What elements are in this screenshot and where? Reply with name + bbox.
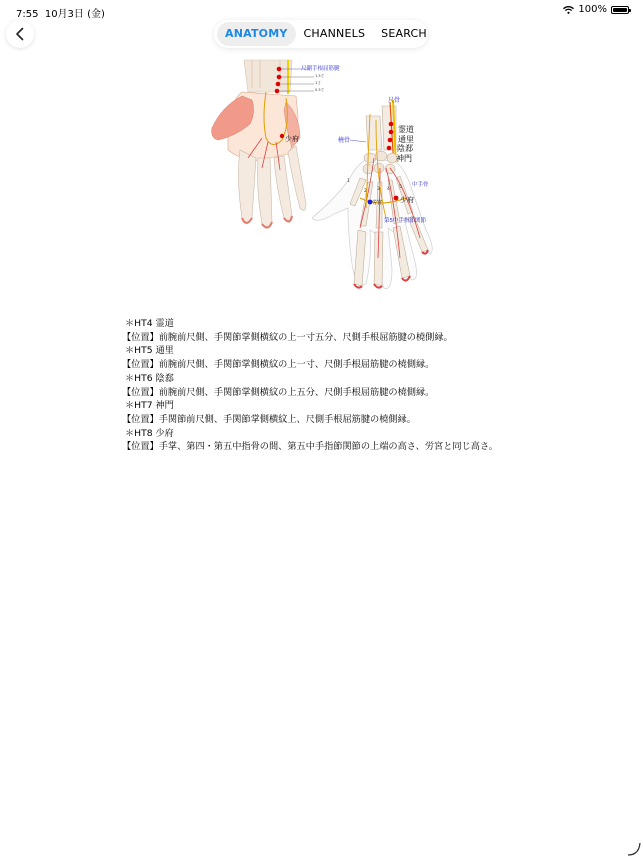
label-shenmen: 神門 [396,154,412,163]
ht8-heading: ＊HT8 少府 [125,427,174,439]
back-button[interactable] [6,20,34,48]
label-shaofu-right: 少府 [400,196,414,204]
ht4-heading: ＊HT4 霊道 [125,318,174,329]
status-time: 7:55 10月3日 (金) [16,9,105,20]
tab-anatomy[interactable]: ANATOMY [217,22,296,46]
battery-icon [611,6,629,14]
battery-percent: 100% [578,4,607,15]
ht6-heading: ＊HT6 陰郄 [125,372,174,384]
label-r3: 0.5寸 [315,88,325,92]
label-tendon: 尺側手根屈筋腱 [301,66,340,72]
label-shaofu-left: 少府 [285,135,299,143]
ht7-body: 【位置】手関節前尺側、手関節掌側横紋上、尺側手根屈筋腱の橈側縁。 [122,413,416,425]
acupoint-description [122,317,602,454]
right-hand-figure [312,96,432,289]
label-n2: 2 [364,189,367,194]
label-n1: 1 [347,179,350,184]
status-date: 10月3日 (金) [44,9,105,20]
chevron-left-icon [15,27,25,41]
label-r1: 1.5寸 [315,74,325,78]
ht7-heading: ＊HT7 神門 [125,400,174,412]
label-r2: 1寸 [315,81,321,85]
label-ulna: 尺骨 [388,97,401,104]
label-tongli: 通里 [398,135,414,144]
label-n5: 5 [399,185,402,190]
label-n4: 4 [387,187,390,192]
left-hand-figure [212,60,340,228]
label-metacarpal: 中手骨 [412,182,429,188]
hand-anatomy-illustration [200,58,445,293]
label-radius: 橈骨 [338,137,351,144]
segmented-tabs [214,20,428,48]
label-laogong: 労宮 [372,200,383,206]
label-lingdao: 霊道 [398,125,414,134]
wifi-icon [563,6,574,14]
tab-channels[interactable]: CHANNELS [303,27,366,40]
ht4-body: 【位置】前腕前尺側、手関節掌側横紋の上一寸五分、尺側手根屈筋腱の橈側縁。 [122,331,453,343]
label-n3: 3 [377,187,380,192]
status-bar [0,0,643,20]
ht6-body: 【位置】前腕前尺側、手関節掌側横紋の上五分、尺側手根屈筋腱の橈側縁。 [122,386,435,398]
tab-search[interactable]: SEARCH [381,27,427,40]
label-yinxi: 陰郄 [397,144,413,153]
ht8-body: 【位置】手掌、第四・第五中指骨の間、第五中手指節関節の上端の高さ、労宮と同じ高さ。 [122,441,498,453]
ht5-body: 【位置】前腕前尺側、手関節掌側横紋の上一寸、尺側手根屈筋腱の橈側縁。 [122,359,435,371]
label-joint: 第5中手指節関節 [384,218,426,224]
ht5-heading: ＊HT5 通里 [125,345,174,357]
corner-indicator-icon [627,842,641,856]
